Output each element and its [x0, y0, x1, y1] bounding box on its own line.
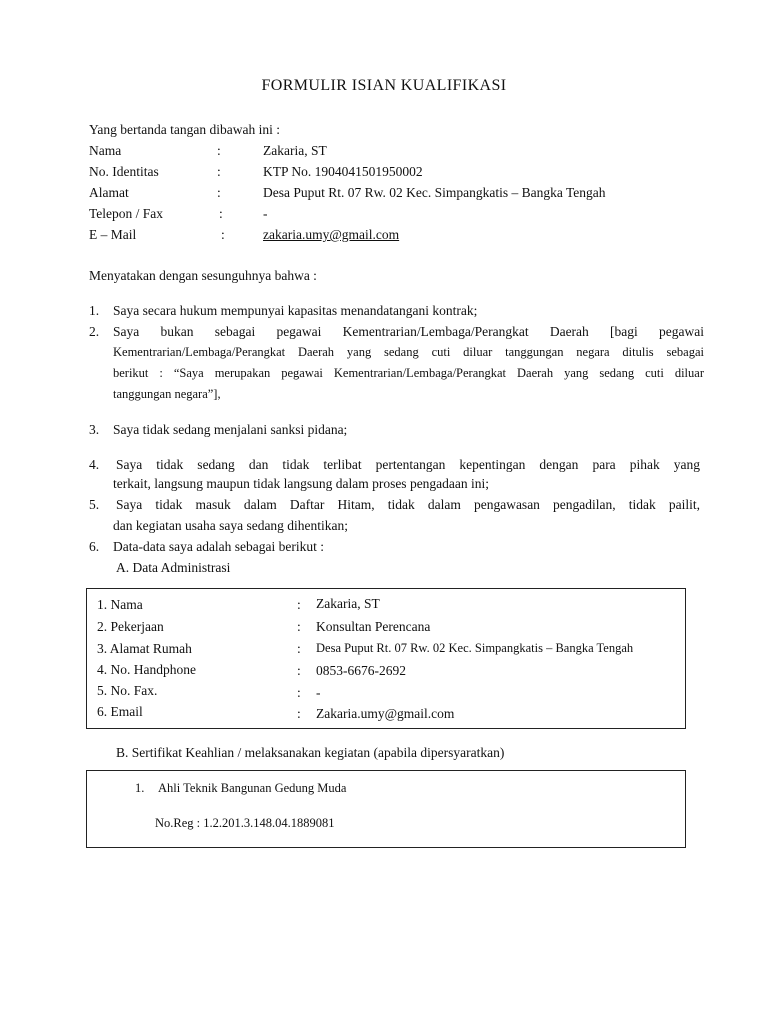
admin-sep: : — [297, 619, 301, 634]
identity-label: Nama — [89, 143, 122, 158]
admin-value-address: Desa Puput Rt. 07 Rw. 02 Kec. Simpangkatis – Bangka Tengah — [316, 641, 634, 655]
identity-sep: : — [217, 143, 221, 158]
admin-value-fax: - — [316, 685, 321, 700]
item-4-line-1: Saya tidak sedang dan tidak terlibat pertentangan kepentingan dengan para pihak yang — [116, 457, 700, 472]
item-number: 4. — [89, 457, 100, 472]
admin-sep: : — [297, 641, 301, 656]
identity-label: No. Identitas — [89, 164, 159, 179]
item-number: 1. — [89, 303, 100, 318]
identity-label: Telepon / Fax — [89, 206, 164, 221]
section-b-heading: B. Sertifikat Keahlian / melaksanakan kegiatan (apabila dipersyaratkan) — [116, 745, 505, 760]
item-number: 3. — [89, 422, 100, 437]
item-6-text: Data-data saya adalah sebagai berikut : — [113, 539, 325, 554]
item-3-text: Saya tidak sedang menjalani sanksi pidana; — [113, 422, 348, 437]
item-number: 6. — [89, 539, 100, 554]
admin-label: 6. Email — [97, 704, 143, 719]
admin-value-handphone: 0853-6676-2692 — [316, 663, 406, 678]
item-2-line-2: Kementrarian/Lembaga/Perangkat Daerah yang sedang cuti diluar tanggungan negara ditulis sebagai — [113, 345, 704, 359]
identity-label: E – Mail — [89, 227, 137, 242]
cert-number: 1. — [135, 781, 145, 795]
identity-sep: : — [217, 185, 221, 200]
identity-value-email[interactable]: zakaria.umy@gmail.com — [263, 227, 400, 242]
identity-value-name: Zakaria, ST — [263, 143, 327, 158]
admin-sep: : — [297, 663, 301, 678]
identity-value-phone: - — [263, 206, 268, 221]
admin-label: 2. Pekerjaan — [97, 619, 164, 634]
identity-label: Alamat — [89, 185, 129, 200]
item-1-text: Saya secara hukum mempunyai kapasitas menandatangani kontrak; — [113, 303, 478, 318]
item-number: 2. — [89, 324, 100, 339]
identity-sep: : — [217, 164, 221, 179]
cert-reg-number: No.Reg : 1.2.201.3.148.04.1889081 — [155, 816, 335, 830]
statement-text: Menyatakan dengan sesunguhnya bahwa : — [89, 268, 317, 283]
admin-label: 1. Nama — [97, 597, 143, 612]
item-4-line-2: terkait, langsung maupun tidak langsung dalam proses pengadaan ini; — [113, 476, 490, 491]
admin-sep: : — [297, 706, 301, 721]
intro-text: Yang bertanda tangan dibawah ini : — [89, 122, 280, 137]
identity-value-address: Desa Puput Rt. 07 Rw. 02 Kec. Simpangkatis – Bangka Tengah — [263, 185, 606, 200]
identity-sep: : — [221, 227, 225, 242]
admin-label: 5. No. Fax. — [97, 683, 158, 698]
item-2-line-4: tanggungan negara”], — [113, 387, 221, 401]
admin-value-name: Zakaria, ST — [316, 596, 380, 611]
item-5-line-1: Saya tidak masuk dalam Daftar Hitam, tidak dalam pengawasan pengadilan, tidak pailit, — [116, 497, 700, 512]
item-5-line-2: dan kegiatan usaha saya sedang dihentikan; — [113, 518, 349, 533]
admin-value-job: Konsultan Perencana — [316, 619, 431, 634]
admin-sep: : — [297, 597, 301, 612]
page-title: FORMULIR ISIAN KUALIFIKASI — [261, 77, 507, 94]
item-number: 5. — [89, 497, 100, 512]
cert-name: Ahli Teknik Bangunan Gedung Muda — [158, 781, 347, 795]
admin-label: 4. No. Handphone — [97, 662, 196, 677]
item-2-line-3: berikut : “Saya merupakan pegawai Kementrarian/Lembaga/Perangkat Daerah yang sedang cuti diluar — [113, 366, 704, 380]
admin-sep: : — [297, 685, 301, 700]
admin-label: 3. Alamat Rumah — [97, 641, 192, 656]
section-a-heading: A. Data Administrasi — [116, 560, 231, 575]
item-2-line-1: Saya bukan sebagai pegawai Kementrarian/Lembaga/Perangkat Daerah [bagi pegawai — [113, 324, 704, 339]
identity-sep: : — [219, 206, 223, 221]
identity-value-id: KTP No. 1904041501950002 — [263, 164, 423, 179]
admin-value-email: Zakaria.umy@gmail.com — [316, 706, 455, 721]
